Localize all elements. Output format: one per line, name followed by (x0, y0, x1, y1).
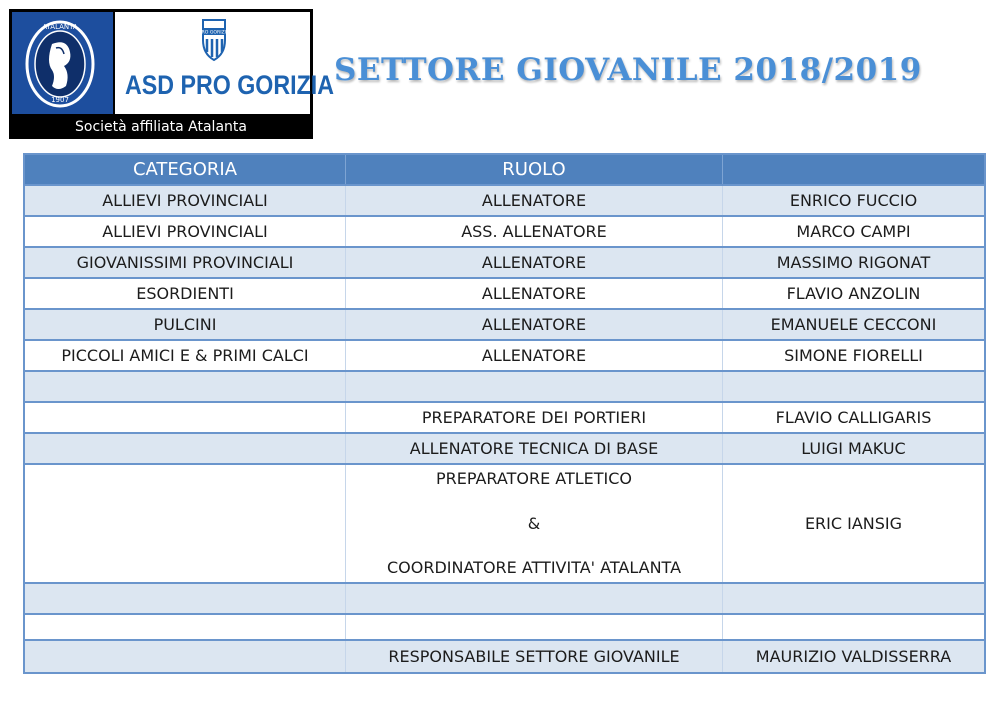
cell-ruolo: ALLENATORE TECNICA DI BASE (346, 434, 723, 463)
cell-nome: ENRICO FUCCIO (789, 191, 918, 210)
cell-categoria (25, 403, 346, 432)
cell-nome: MARCO CAMPI (796, 222, 911, 241)
affiliation-strip (9, 114, 313, 139)
cell-nome (723, 615, 984, 639)
cell-ruolo: RESPONSABILE SETTORE GIOVANILE (346, 641, 723, 672)
header-categoria: CATEGORIA (25, 155, 346, 184)
cell-categoria: GIOVANISSIMI PROVINCIALI (25, 248, 346, 277)
table-row (25, 310, 984, 341)
cell-nome: SIMONE FIORELLI (784, 346, 923, 365)
club-name: ASD PRO GORIZIA (125, 70, 334, 100)
cell-nome: ERIC IANSIG (804, 514, 903, 533)
page-title: SETTORE GIOVANILE 2018/2019 (334, 52, 922, 88)
table-row (25, 279, 984, 310)
table-row-empty (25, 584, 984, 615)
ruolo-line: & (527, 513, 541, 533)
cell-ruolo (346, 372, 723, 401)
cell-nome (723, 372, 984, 401)
cell-ruolo: ALLENATORE (346, 341, 723, 370)
cell-nome: LUIGI MAKUC (801, 439, 906, 458)
ruolo-line: COORDINATORE ATTIVITA' ATALANTA (386, 558, 682, 577)
header-nome (723, 155, 984, 184)
pro-gorizia-panel (115, 12, 334, 114)
atalanta-crest-icon (12, 12, 113, 114)
table-row (25, 403, 984, 434)
table-row (25, 217, 984, 248)
staff-table (23, 153, 986, 674)
crest-year-text: 1907 (51, 96, 69, 104)
cell-ruolo (346, 615, 723, 639)
cell-nome: FLAVIO CALLIGARIS (775, 408, 932, 427)
shield-text: PRO GORIZIA (198, 30, 230, 36)
cell-categoria (25, 372, 346, 401)
club-logo-banner (9, 9, 334, 139)
cell-categoria (25, 615, 346, 639)
cell-nome (723, 584, 984, 613)
cell-nome: MASSIMO RIGONAT (776, 253, 931, 272)
cell-ruolo: ASS. ALLENATORE (346, 217, 723, 246)
cell-ruolo-multiline (346, 465, 723, 582)
cell-ruolo: PREPARATORE DEI PORTIERI (346, 403, 723, 432)
table-row-multiline (25, 465, 984, 584)
table-row (25, 434, 984, 465)
cell-ruolo: ALLENATORE (346, 186, 723, 215)
cell-categoria (25, 641, 346, 672)
cell-categoria (25, 465, 346, 582)
table-row (25, 341, 984, 372)
cell-nome: FLAVIO ANZOLIN (786, 284, 921, 303)
pro-gorizia-shield-icon (115, 12, 310, 72)
cell-categoria: ALLIEVI PROVINCIALI (25, 186, 346, 215)
table-header-row (25, 155, 984, 186)
ruolo-line: PREPARATORE ATLETICO (435, 469, 633, 488)
cell-categoria (25, 434, 346, 463)
cell-ruolo: ALLENATORE (346, 279, 723, 308)
cell-ruolo (346, 584, 723, 613)
cell-categoria: ALLIEVI PROVINCIALI (25, 217, 346, 246)
crest-top-text: ATALANTA (42, 23, 78, 31)
header-ruolo: RUOLO (346, 155, 723, 184)
cell-categoria: PICCOLI AMICI E & PRIMI CALCI (25, 341, 346, 370)
table-row (25, 186, 984, 217)
table-row-empty (25, 615, 984, 641)
cell-categoria: ESORDIENTI (25, 279, 346, 308)
cell-ruolo: ALLENATORE (346, 310, 723, 339)
atalanta-crest-panel (12, 12, 113, 114)
cell-ruolo: ALLENATORE (346, 248, 723, 277)
cell-nome: MAURIZIO VALDISSERRA (755, 647, 952, 666)
table-row (25, 248, 984, 279)
table-row (25, 641, 984, 672)
table-row-empty (25, 372, 984, 403)
cell-categoria: PULCINI (25, 310, 346, 339)
cell-nome: EMANUELE CECCONI (770, 315, 937, 334)
cell-categoria (25, 584, 346, 613)
affiliation-text: Società affiliata Atalanta (75, 118, 247, 135)
